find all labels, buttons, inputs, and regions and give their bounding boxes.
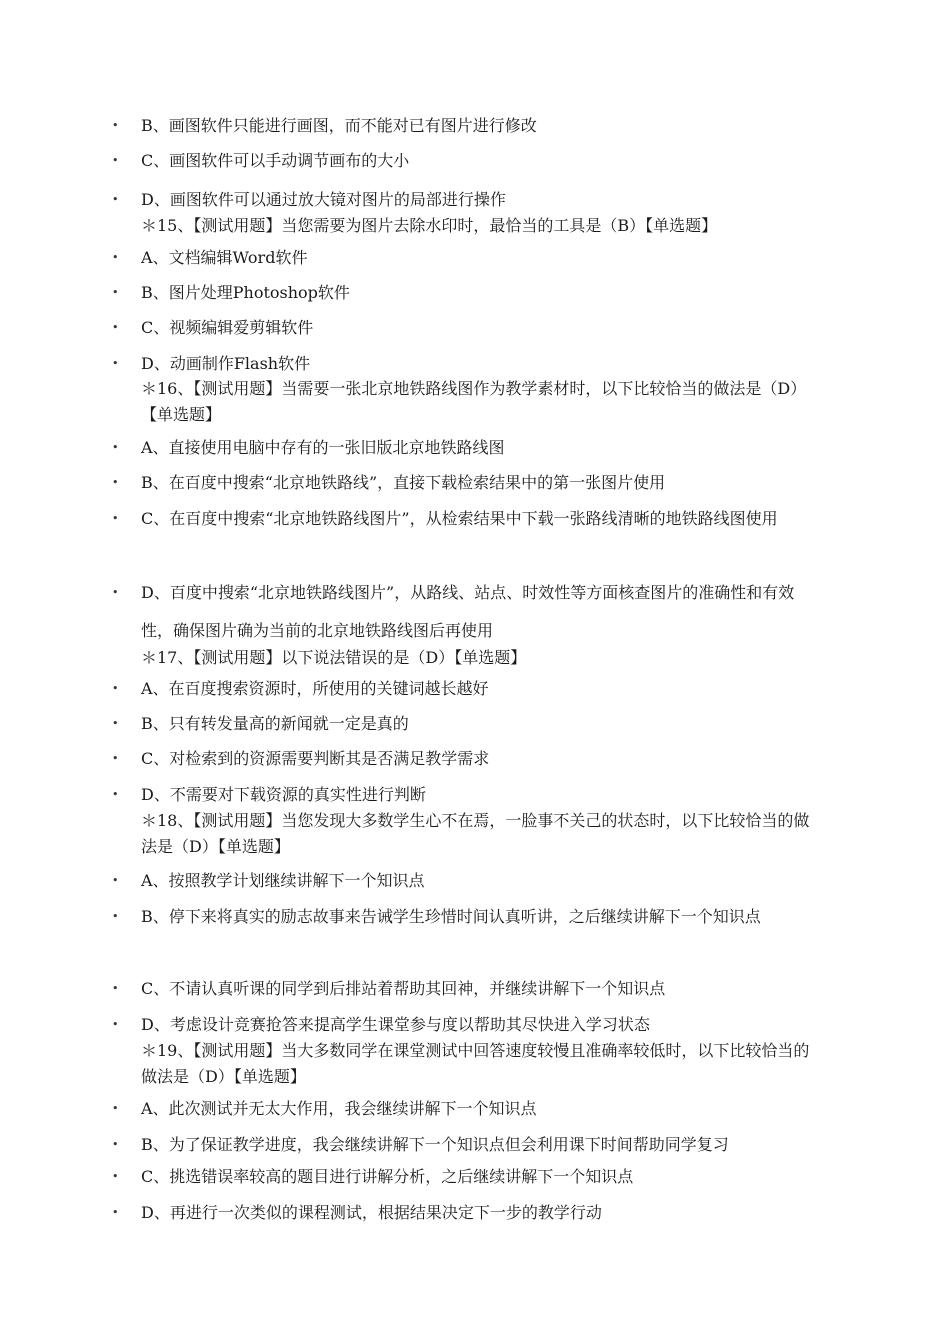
bullet: • <box>112 1018 119 1031</box>
option-text: C、视频编辑爱剪辑软件 <box>141 318 314 337</box>
option-text: B、在百度中搜索“北京地铁路线”，直接下载检索结果中的第一张图片使用 <box>141 473 666 492</box>
bullet: • <box>112 717 119 730</box>
question-15: ＊15、【测试用题】当您需要为图片去除水印时，最恰当的工具是（B）【单选题】 <box>141 216 718 235</box>
option-text: D、考虑设计竞赛抢答来提高学生课堂参与度以帮助其尽快进入学习状态 <box>141 1015 650 1034</box>
option-text: B、图片处理Photoshop软件 <box>141 283 350 302</box>
bullet: • <box>112 874 119 887</box>
option-text: A、直接使用电脑中存有的一张旧版北京地铁路线图 <box>141 438 505 457</box>
bullet: • <box>112 1170 119 1183</box>
option-text: C、画图软件可以手动调节画布的大小 <box>141 151 410 170</box>
option-text: D、不需要对下载资源的真实性进行判断 <box>141 785 426 804</box>
option-text: B、只有转发量高的新闻就一定是真的 <box>141 714 409 733</box>
bullet: • <box>112 1138 119 1151</box>
option-text: B、画图软件只能进行画图，而不能对已有图片进行修改 <box>141 116 537 135</box>
option-text: B、停下来将真实的励志故事来告诫学生珍惜时间认真听讲，之后继续讲解下一个知识点 <box>141 907 761 926</box>
option-text: C、不请认真听课的同学到后排站着帮助其回神，并继续讲解下一个知识点 <box>141 979 666 998</box>
bullet: • <box>112 251 119 264</box>
option-text: D、百度中搜索“北京地铁路线图片”，从路线、站点、时效性等方面核查图片的准确性和有效性，确保图片确为当前的北京地铁路线图后再使用 <box>141 583 795 640</box>
bullet: • <box>112 357 119 370</box>
bullet: • <box>112 441 119 454</box>
bullet: • <box>112 752 119 765</box>
option-text: B、为了保证教学进度，我会继续讲解下一个知识点但会利用课下时间帮助同学复习 <box>141 1135 729 1154</box>
option-text: C、对检索到的资源需要判断其是否满足教学需求 <box>141 749 490 768</box>
bullet: • <box>112 321 119 334</box>
bullet: • <box>112 286 119 299</box>
option-text: D、再进行一次类似的课程测试，根据结果决定下一步的教学行动 <box>141 1203 602 1222</box>
option-text: D、动画制作Flash软件 <box>141 354 311 373</box>
option-text: C、在百度中搜索“北京地铁路线图片”，从检索结果中下载一张路线清晰的地铁路线图使用 <box>141 509 778 528</box>
bullet: • <box>112 193 119 206</box>
bullet: • <box>112 982 119 995</box>
question-17: ＊17、【测试用题】以下说法错误的是（D）【单选题】 <box>141 648 527 667</box>
bullet: • <box>112 476 119 489</box>
bullet: • <box>112 1102 119 1115</box>
bullet: • <box>112 1206 119 1219</box>
question-18: ＊18、【测试用题】当您发现大多数学生心不在焉，一脸事不关己的状态时，以下比较恰当的做法是（D）【单选题】 <box>141 811 810 856</box>
bullet: • <box>112 788 119 801</box>
question-19: ＊19、【测试用题】当大多数同学在课堂测试中回答速度较慢且准确率较低时，以下比较恰当的做法是（D）【单选题】 <box>141 1041 810 1086</box>
question-16: ＊16、【测试用题】当需要一张北京地铁路线图作为教学素材时，以下比较恰当的做法是（D）【单选题】 <box>141 379 807 424</box>
option-text: A、此次测试并无太大作用，我会继续讲解下一个知识点 <box>141 1099 537 1118</box>
bullet: • <box>112 512 119 525</box>
bullet: • <box>112 119 119 132</box>
option-text: A、在百度搜索资源时，所使用的关键词越长越好 <box>141 679 489 698</box>
option-text: C、挑选错误率较高的题目进行讲解分析，之后继续讲解下一个知识点 <box>141 1167 634 1186</box>
bullet: • <box>112 682 119 695</box>
option-text: D、画图软件可以通过放大镜对图片的局部进行操作 <box>141 190 506 209</box>
option-text: A、按照教学计划继续讲解下一个知识点 <box>141 871 425 890</box>
bullet: • <box>112 910 119 923</box>
bullet: • <box>112 154 119 167</box>
option-text: A、文档编辑Word软件 <box>141 248 308 267</box>
bullet: • <box>112 586 119 599</box>
